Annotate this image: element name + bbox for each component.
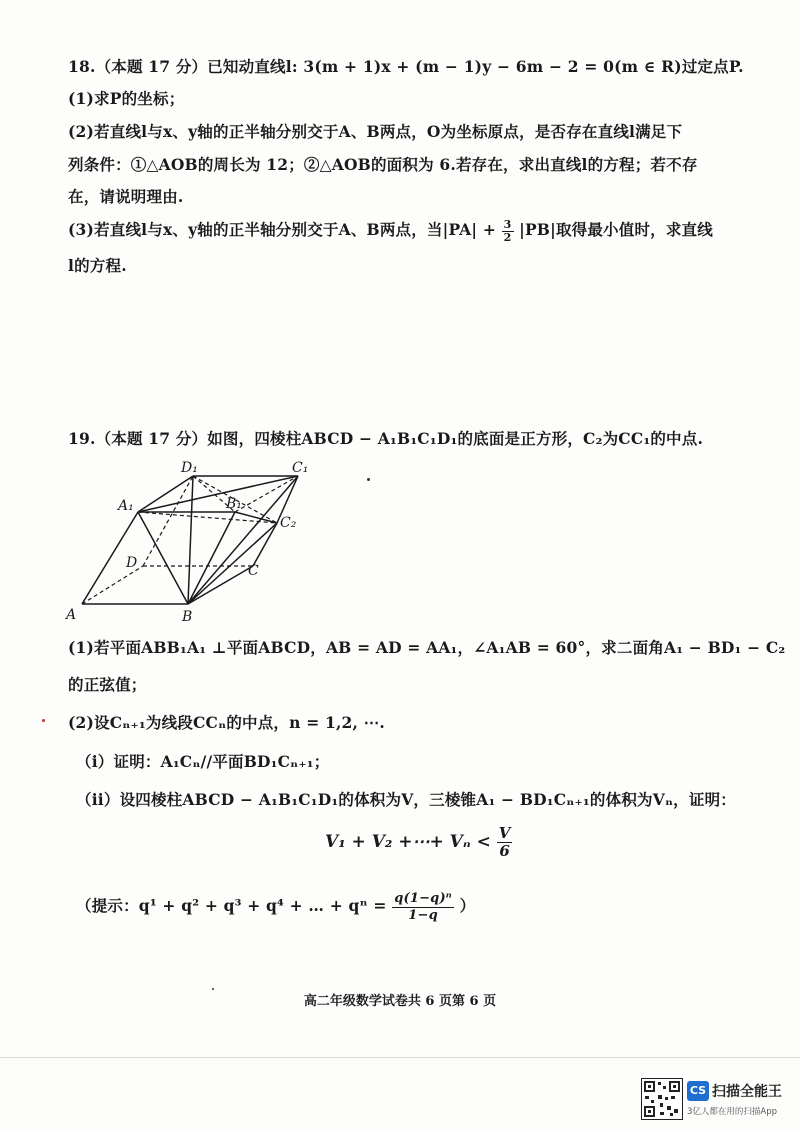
label-b1: B₁	[226, 496, 242, 512]
label-c1: C₁	[292, 460, 309, 476]
q18-part3-post: |PB|取得最小值时，求直线	[519, 220, 713, 239]
prism-figure	[60, 455, 320, 625]
hint-fraction	[392, 891, 454, 924]
q18-frac-den: 2	[503, 230, 512, 244]
camscanner-logo-icon: CS	[687, 1081, 709, 1101]
inequality-lhs: V₁ + V₂ +⋯+ Vₙ <	[325, 832, 491, 852]
inequality-formula	[325, 825, 512, 860]
q18-part3-pre: (3)若直线l与x、y轴的正半轴分别交于A、B两点，当|PA| +	[68, 220, 497, 239]
edge-d-d1-hidden	[143, 476, 193, 566]
inequality-num: V	[498, 824, 511, 842]
page-footer: 高二年级数学试卷共 6 页第 6 页	[303, 994, 497, 1009]
label-c: C	[248, 563, 259, 579]
inequality-fraction	[497, 825, 513, 860]
q18-part2-line1: (2)若直线l与x、y轴的正半轴分别交于A、B两点，O为坐标原点，是否存在直线l满足下	[68, 122, 683, 141]
q19-part2-ii: （ii）设四棱柱ABCD − A₁B₁C₁D₁的体积为V，三棱锥A₁ − BD₁Cₙ₊₁的体积为Vₙ，证明：	[76, 790, 736, 809]
hint-pre: （提示：q¹ + q² + q³ + q⁴ + … + qⁿ =	[76, 896, 387, 915]
label-a: A	[66, 607, 77, 623]
edge-b-c1	[188, 476, 298, 604]
scan-bottom-edge	[0, 1057, 800, 1058]
label-d1: D₁	[181, 460, 198, 476]
edge-b-c2	[188, 523, 277, 604]
edge-b1-c1-hidden	[235, 476, 298, 512]
camscanner-tagline: 3亿人都在用的扫描App	[687, 1107, 778, 1117]
edge-b-d1	[188, 476, 193, 604]
q19-title: 19.（本题 17 分）如图，四棱柱ABCD − A₁B₁C₁D₁的底面是正方形，C₂为CC₁的中点.	[68, 429, 704, 448]
edge-a-d-hidden	[82, 566, 143, 604]
q18-part2-line2: 列条件：①△AOB的周长为 12；②△AOB的面积为 6.若存在，求出直线l的方程；若不存	[68, 155, 698, 174]
label-d: D	[126, 555, 138, 571]
hint-post: ）	[459, 896, 476, 915]
edge-a1-c1	[138, 476, 298, 512]
hint-den: 1−q	[408, 907, 438, 923]
camscanner-app-name: 扫描全能王	[712, 1084, 782, 1100]
inequality-den: 6	[499, 842, 510, 860]
edge-a1-d1	[138, 476, 193, 512]
q19-part1-line2: 的正弦值；	[68, 675, 147, 694]
q18-part2-line3: 在，请说明理由.	[68, 187, 184, 206]
edge-c2-c	[253, 523, 277, 566]
edge-b1-c2	[235, 512, 277, 523]
hint-num: q(1−q)ⁿ	[394, 890, 452, 906]
qr-code-icon	[641, 1078, 683, 1120]
label-c2: C₂	[280, 515, 297, 531]
q19-part2: (2)设Cₙ₊₁为线段CCₙ的中点，n = 1,2, ⋯.	[68, 713, 386, 732]
q18-part3-line1	[68, 217, 713, 244]
edge-a1-b	[138, 512, 188, 604]
q18-title: 18.（本题 17 分）已知动直线l: 3(m + 1)x + (m − 1)y − 6m − 2 = 0(m ∈ R)过定点P.	[68, 57, 744, 76]
q19-part2-i: （i）证明：A₁Cₙ//平面BD₁Cₙ₊₁；	[76, 752, 330, 771]
q19-part1-line1: (1)若平面ABB₁A₁ ⊥平面ABCD，AB = AD = AA₁，∠A₁AB = 60°，求二面角A₁ − BD₁ − C₂	[68, 638, 786, 657]
q18-part3-line2: l的方程.	[68, 256, 127, 275]
q19-hint	[76, 886, 475, 926]
label-b: B	[182, 609, 193, 625]
q18-part3-fraction	[502, 219, 514, 244]
q18-frac-num: 3	[503, 217, 512, 231]
q18-part1: (1)求P的坐标；	[68, 89, 185, 108]
label-a1: A₁	[118, 498, 134, 514]
